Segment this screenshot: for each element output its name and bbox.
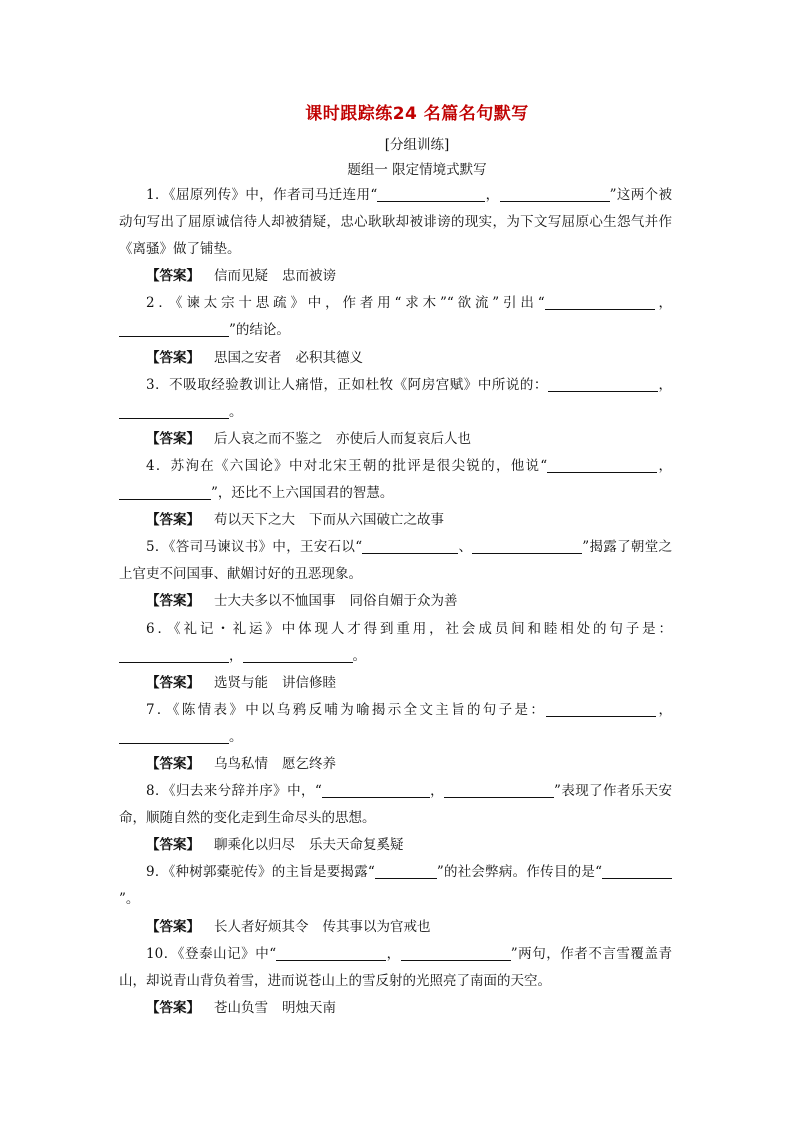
question-7: 7．《陈情表》中以乌鸦反哺为喻揭示全文主旨的句子是： ，。 [119,697,672,751]
section-label: 题组一 限定情境式默写 [347,162,487,178]
question-2: 2．《谏太宗十思疏》中，作者用“求木”“欲流”引出“ ，”的结论。 [119,290,672,344]
answer-blank [444,782,554,798]
question-9: 9．《种树郭橐驼传》的主旨是要揭露“ ”的社会弊病。作传目的是“”。 [119,859,672,913]
question-8: 8．《归去来兮辞并序》中，“ ， ”表现了作者乐天安命，顺随自然的变化走到生命尽头的思想。 [119,783,673,827]
answer-blank [375,863,437,879]
answer-1: 【答案】 信而见疑 忠而被谤 [146,268,336,285]
answer-blank [548,376,658,392]
question-3: 3．不吸取经验教训让人痛惜，正如杜牧《阿房宫赋》中所说的： ，。 [119,372,672,426]
answer-label: 【答案】 [146,512,200,529]
answer-blank [545,294,655,310]
answer-3: 【答案】 后人哀之而不鉴之 亦使后人而复哀后人也 [146,430,471,447]
answer-label: 【答案】 [146,837,200,854]
answer-blank [119,647,229,663]
answer-5: 【答案】 士大夫多以不恤国事 同俗自媚于众为善 [146,593,458,610]
answer-blank [362,538,458,554]
answer-label: 【答案】 [146,349,200,366]
question-4: 4．苏洵在《六国论》中对北宋王朝的批评是很尖锐的，他说“ ，”，还比不上六国国君的智慧。 [119,453,672,507]
question-1: 1．《屈原列传》中，作者司马迁连用“ ， ”这两个被动句写出了屈原诚信待人却被猜疑，忠心耿耿却被诽谤的现实，为下文写屈原心生怨气并作《离骚》做了铺垫。 [119,187,673,258]
answer-blank [322,782,430,798]
answer-blank [119,484,211,500]
question-10: 10．《登泰山记》中“ ， ”两句，作者不言雪覆盖青山，却说青山背负着雪，进而说苍山上的雪反射的光照亮了南面的天空。 [119,945,672,989]
answer-blank [401,945,511,961]
answer-9: 【答案】 长人者好烦其令 传其事以为官戒也 [146,918,431,935]
answer-label: 【答案】 [146,755,200,772]
answer-blank [602,863,672,879]
answer-10: 【答案】 苍山负雪 明烛天南 [146,999,336,1016]
answer-6: 【答案】 选贤与能 讲信修睦 [146,674,336,691]
answer-blank [276,945,386,961]
answer-4: 【答案】 苟以天下之大 下而从六国破亡之故事 [146,512,444,529]
group-label: [分组训练] [384,137,450,153]
question-5: 5．《答司马谏议书》中，王安石以“ 、 ”揭露了朝堂之上官吏不问国事、献媚讨好的丑恶现象。 [119,539,673,583]
answer-blank [377,186,485,202]
answer-blank [500,186,610,202]
answer-blank [472,538,582,554]
answer-label: 【答案】 [146,674,200,691]
answer-label: 【答案】 [146,999,200,1016]
answer-7: 【答案】 乌鸟私情 愿乞终养 [146,755,336,772]
question-6: 6．《礼记・礼运》中体现人才得到重用，社会成员间和睦相处的句子是：， 。 [119,616,672,670]
answer-blank [546,701,656,717]
answer-blank [547,457,657,473]
answer-blank [243,647,353,663]
answer-blank [119,728,229,744]
answer-2: 【答案】 思国之安者 必积其德义 [146,349,363,366]
page-title: 课时跟踪练24 名篇名句默写 [305,104,529,124]
answer-label: 【答案】 [146,593,200,610]
answer-label: 【答案】 [146,430,200,447]
answer-label: 【答案】 [146,268,200,285]
answer-blank [119,321,229,337]
answer-8: 【答案】 聊乘化以归尽 乐夫天命复奚疑 [146,837,404,854]
question-list [119,182,672,1022]
answer-label: 【答案】 [146,918,200,935]
answer-blank [119,403,229,419]
